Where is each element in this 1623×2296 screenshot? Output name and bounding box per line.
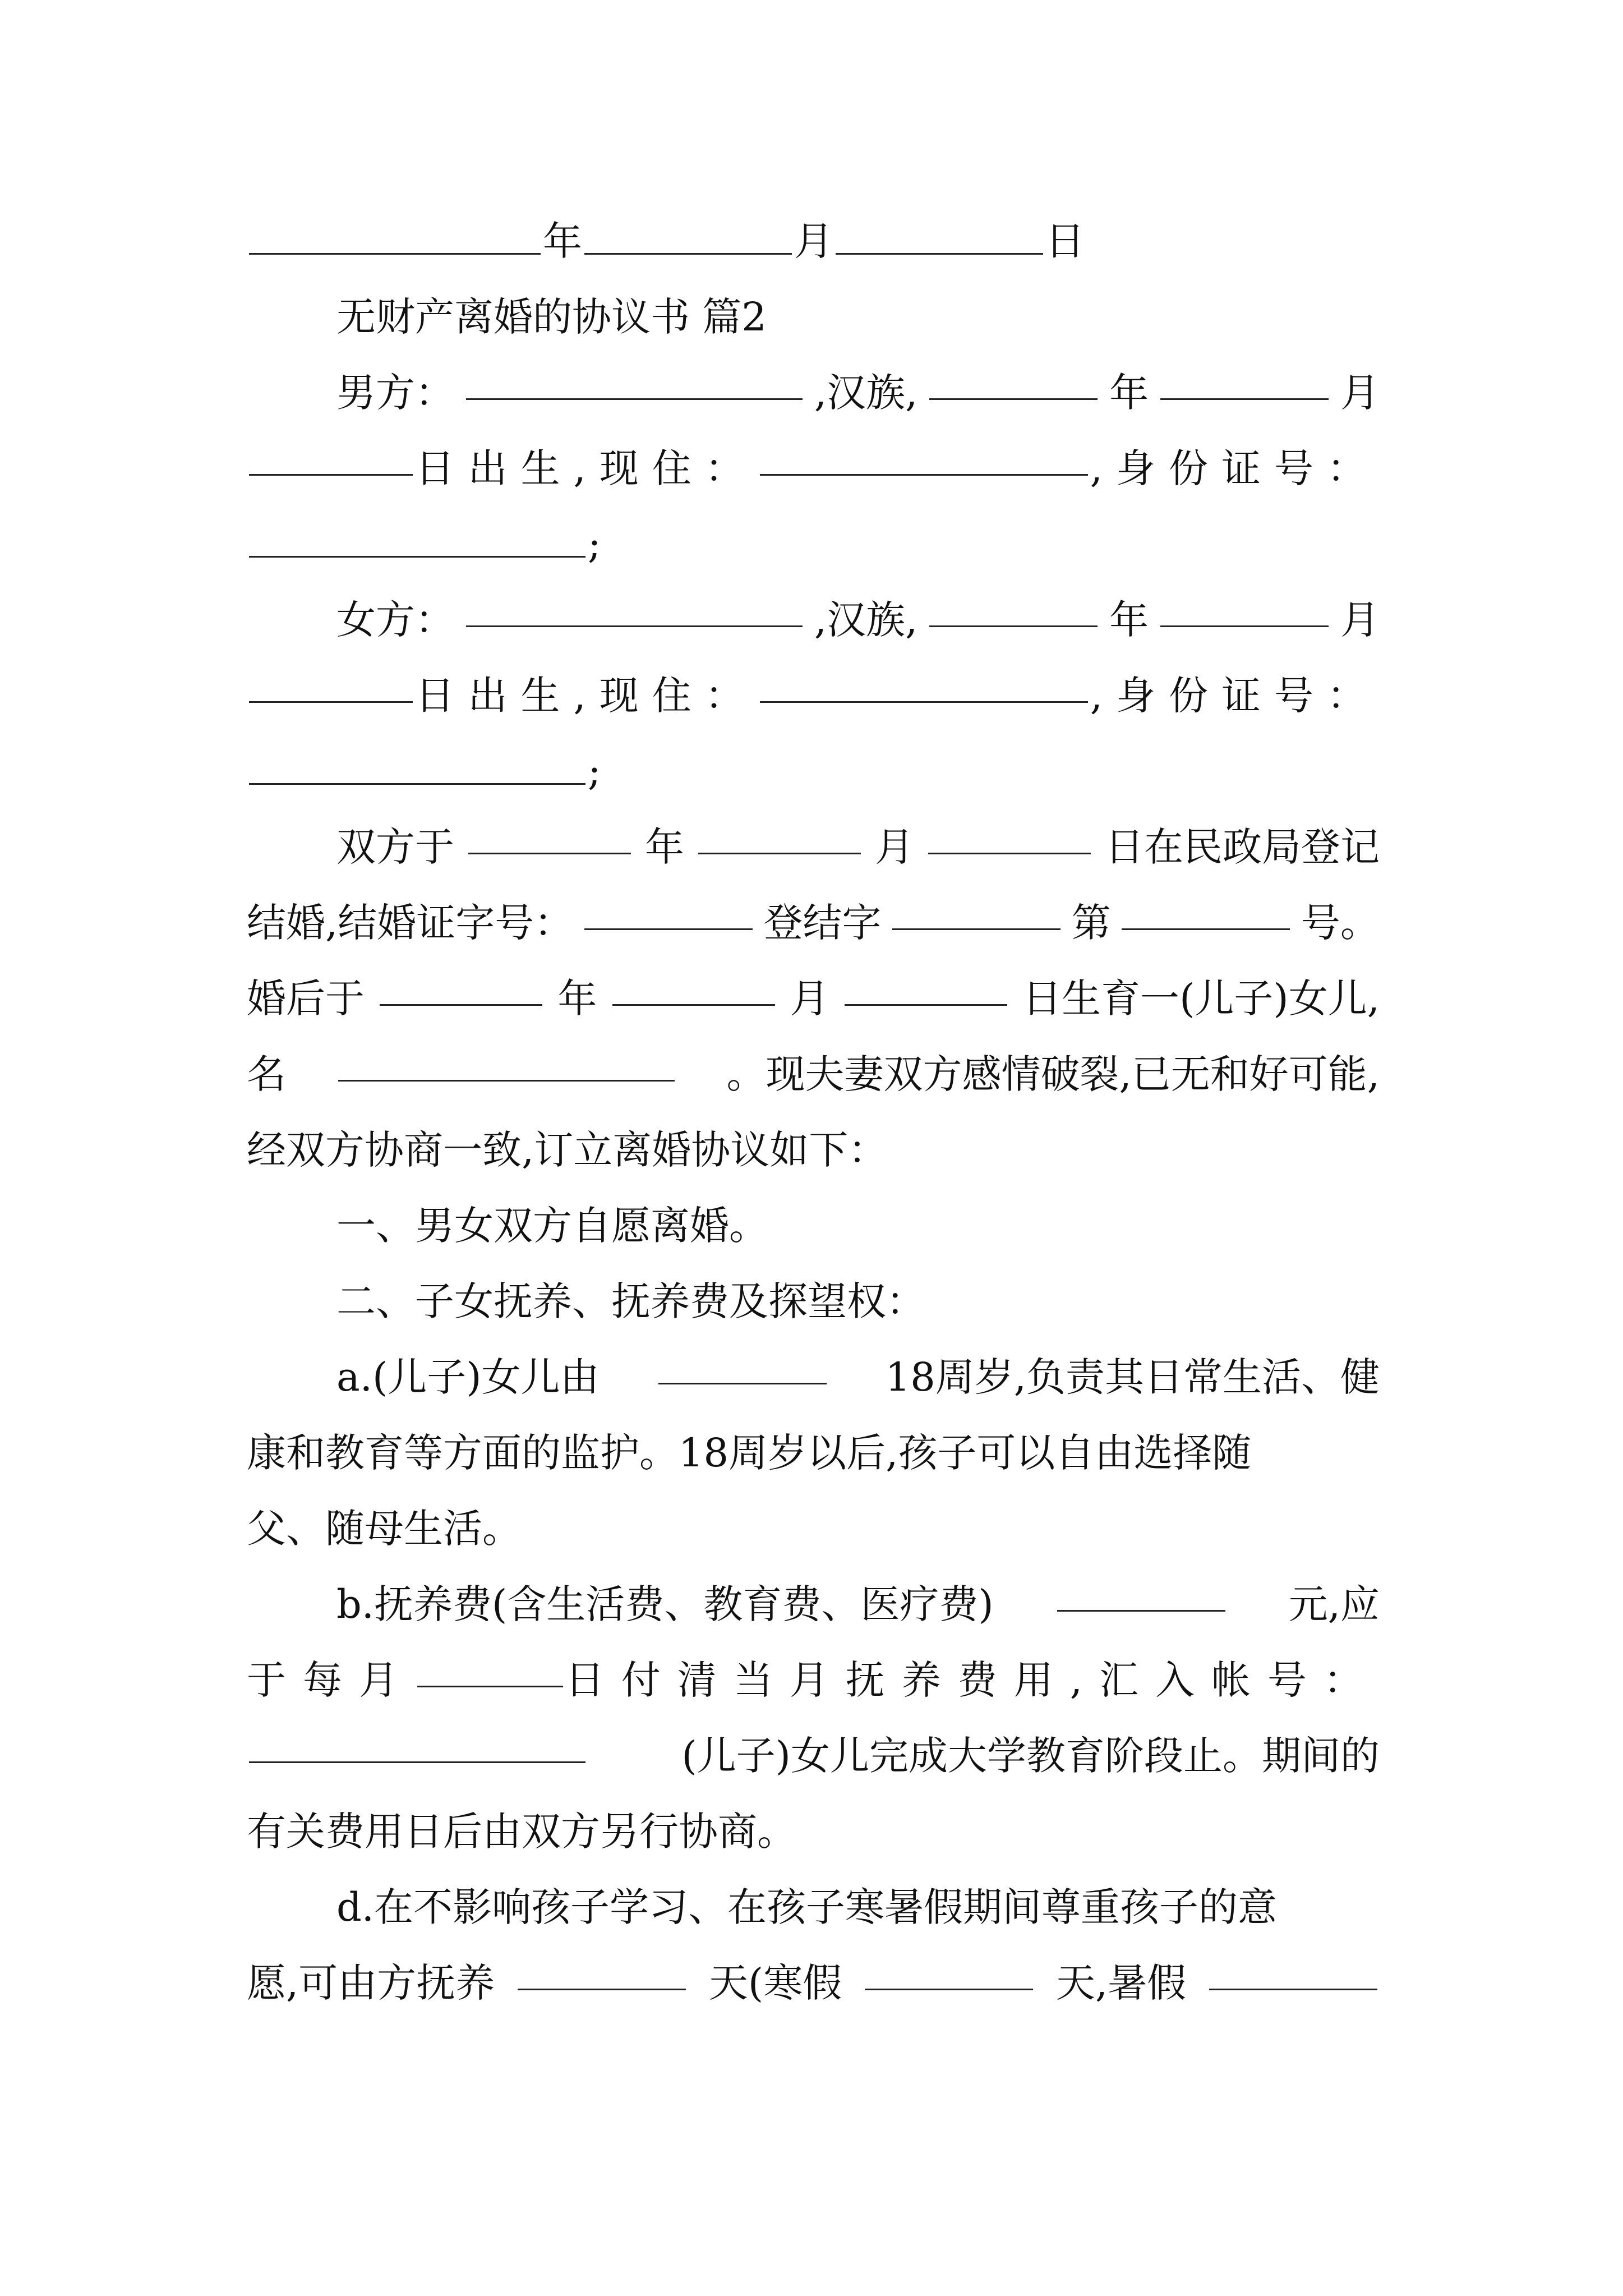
text: ,身份证号： — [1090, 445, 1380, 491]
title-text: 无财产离婚的协议书 篇2 — [336, 294, 767, 340]
text: 月 — [1340, 370, 1380, 416]
date-line — [247, 208, 1380, 275]
child-birth-line — [247, 965, 1380, 1032]
text: 愿,可由方抚养 — [247, 1960, 495, 2006]
day-blank — [249, 662, 413, 703]
text: 名 — [247, 1051, 286, 1097]
guardian-blank — [658, 1343, 827, 1384]
text: 年 — [1109, 597, 1149, 643]
text: 第 — [1071, 900, 1111, 946]
year-blank — [468, 813, 631, 854]
male-party-line — [247, 359, 1380, 426]
female-id-line — [247, 738, 1380, 805]
paragraph-line — [247, 1495, 1380, 1562]
text: 日付清当月抚养费用,汇入帐号： — [565, 1657, 1380, 1703]
visitation-line — [247, 1949, 1380, 2017]
text: 一、男女双方自愿离婚。 — [336, 1203, 768, 1249]
month-blank — [1160, 586, 1329, 627]
text: 日出生,现住： — [415, 673, 758, 719]
text: 日 — [1045, 218, 1085, 264]
certificate-line — [247, 889, 1380, 956]
days-blank — [518, 1949, 686, 1990]
day-blank — [249, 435, 413, 476]
payment-line — [247, 1646, 1380, 1714]
day-blank — [836, 214, 1043, 255]
cert-blank — [584, 889, 753, 930]
clause-d-line — [247, 1874, 1380, 1941]
text: 二、子女抚养、抚养费及探望权： — [336, 1278, 925, 1324]
text: 号。 — [1301, 900, 1380, 946]
text: 于每月 — [247, 1657, 415, 1703]
text: ,身份证号： — [1090, 673, 1380, 719]
text: 天,暑假 — [1055, 1960, 1187, 2006]
text: 男方： — [336, 370, 454, 416]
text: 年 — [543, 218, 582, 264]
paragraph-line — [247, 1419, 1380, 1487]
text: d.在不影响孩子学习、在孩子寒暑假期间尊重孩子的意 — [336, 1884, 1278, 1930]
day-blank — [928, 813, 1091, 854]
child-name-blank — [338, 1041, 675, 1082]
text: 。现夫妻双方感情破裂,已无和好可能, — [726, 1051, 1380, 1097]
address-blank — [760, 435, 1088, 476]
amount-blank — [1057, 1571, 1225, 1612]
text: b.抚养费(含生活费、教育费、医疗费) — [336, 1581, 994, 1627]
text: 年 — [557, 976, 597, 1022]
text: 父、随母生活。 — [247, 1506, 522, 1552]
text: 双方于 — [336, 824, 454, 870]
text: 元,应 — [1288, 1581, 1380, 1627]
account-line — [247, 1722, 1380, 1789]
text: 月 — [875, 824, 914, 870]
cert-blank — [892, 889, 1061, 930]
id-blank — [249, 517, 585, 558]
text: ,汉族, — [814, 370, 918, 416]
female-party-line — [247, 586, 1380, 654]
text: 年 — [1109, 370, 1149, 416]
month-blank — [1160, 359, 1329, 400]
day-blank — [845, 965, 1007, 1006]
clause-a-line — [247, 1343, 1380, 1411]
female-birth-line — [247, 662, 1380, 729]
clause-1 — [247, 1192, 1380, 1259]
text: ,汉族, — [814, 597, 918, 643]
id-blank — [249, 744, 585, 785]
year-blank — [929, 359, 1098, 400]
section-title — [247, 283, 1380, 351]
address-blank — [760, 662, 1088, 703]
text: 有关费用日后由双方另行协商。 — [247, 1809, 796, 1855]
account-blank — [249, 1722, 585, 1763]
male-id-line — [247, 510, 1380, 578]
text: 18周岁,负责其日常生活、健 — [885, 1354, 1380, 1400]
name-blank — [466, 359, 803, 400]
male-birth-line — [247, 435, 1380, 502]
text: 日出生,现住： — [415, 445, 758, 491]
text: 康和教育等方面的监护。18周岁以后,孩子可以自由选择随 — [247, 1430, 1252, 1476]
clause-2-heading — [247, 1268, 1380, 1335]
child-name-line — [247, 1041, 1380, 1108]
summer-blank — [1209, 1949, 1377, 1990]
text: 结婚,结婚证字号： — [247, 900, 574, 946]
cert-blank — [1122, 889, 1290, 930]
paragraph-line — [247, 1116, 1380, 1184]
year-blank — [249, 214, 541, 255]
year-blank — [380, 965, 542, 1006]
marriage-date-line — [247, 813, 1380, 881]
name-blank — [466, 586, 803, 627]
text: 婚后于 — [247, 976, 365, 1022]
paragraph-line — [247, 1798, 1380, 1865]
text: 天(寒假 — [708, 1960, 842, 2006]
text: 经双方协商一致,订立离婚协议如下： — [247, 1127, 888, 1173]
text: ; — [588, 521, 601, 567]
payday-blank — [417, 1646, 563, 1687]
year-blank — [929, 586, 1098, 627]
winter-blank — [865, 1949, 1033, 1990]
clause-b-line — [247, 1571, 1380, 1638]
text: (儿子)女儿完成大学教育阶段止。期间的 — [681, 1733, 1380, 1779]
text: ; — [588, 748, 601, 794]
text: 日生育一(儿子)女儿, — [1022, 976, 1380, 1022]
text: 日在民政局登记 — [1105, 824, 1380, 870]
month-blank — [698, 813, 861, 854]
month-blank — [612, 965, 775, 1006]
text: 月 — [794, 218, 833, 264]
month-blank — [584, 214, 792, 255]
text: 登结字 — [763, 900, 882, 946]
text: a.(儿子)女儿由 — [336, 1354, 600, 1400]
text: 女方： — [336, 597, 454, 643]
text: 月 — [790, 976, 829, 1022]
text: 月 — [1340, 597, 1380, 643]
text: 年 — [645, 824, 684, 870]
